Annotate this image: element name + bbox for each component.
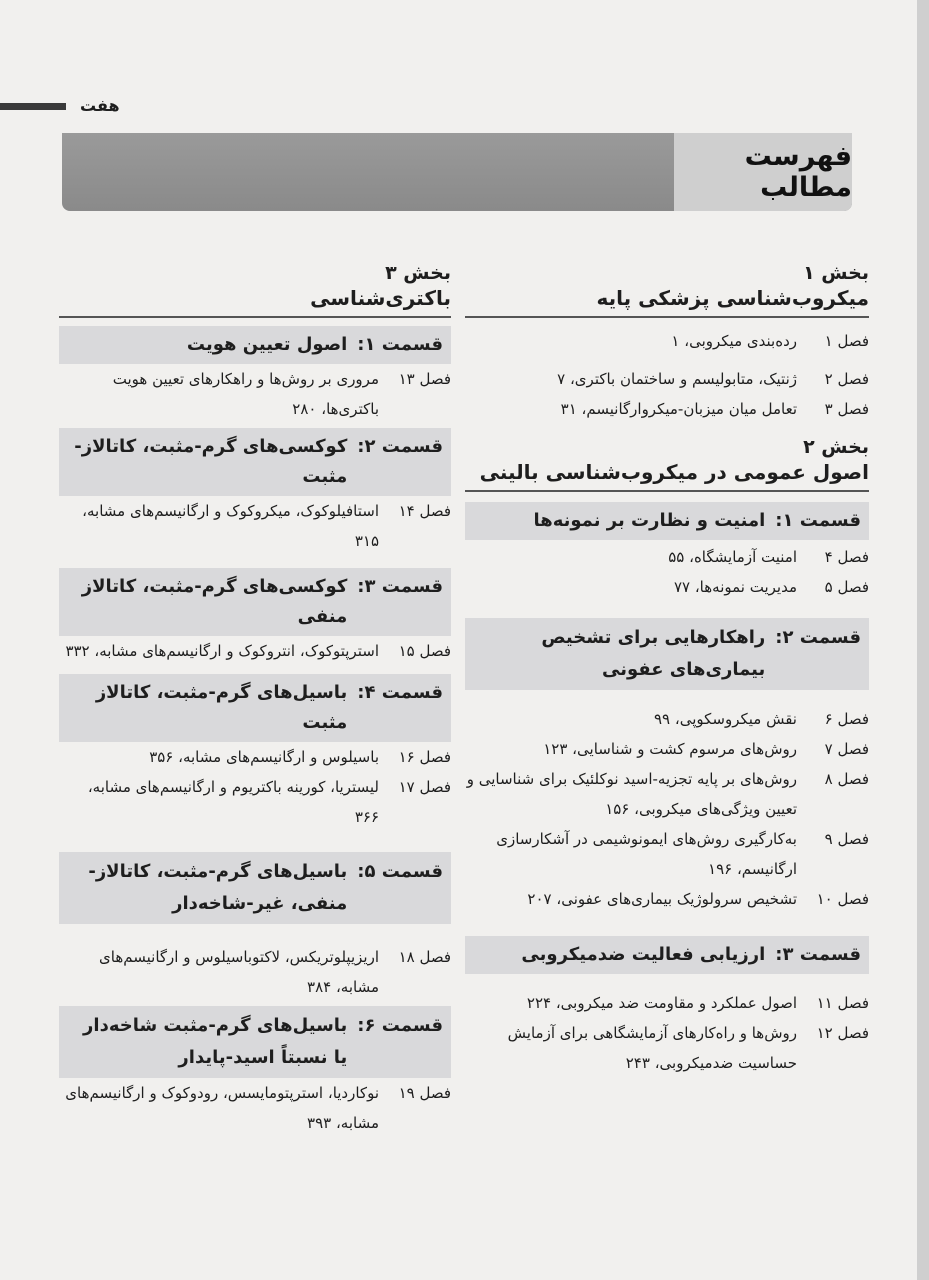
chapter-number: فصل ۱۵ — [398, 642, 451, 660]
chapter-title: نقش میکروسکوپی، ۹۹ — [653, 710, 797, 728]
chapter-title: روش‌های بر پایه تجزیه-اسید نوکلئیک برای شناسایی و تعیین ویژگی‌های میکروبی، ۱۵۶ — [466, 770, 797, 818]
chapter-number: فصل ۱۴ — [398, 502, 451, 520]
part-2-divider — [465, 490, 869, 492]
chapter-number: فصل ۱۸ — [398, 948, 451, 966]
section-title: راهکارهایی برای تشخیص بیماری‌های عفونی — [541, 627, 766, 680]
chapter-title: مدیریت نمونه‌ها، ۷۷ — [673, 578, 797, 596]
chapter-title: استرپتوکوک، انتروکوک و ارگانیسم‌های مشابه، ۳۳۲ — [65, 642, 379, 660]
section-number: قسمت ۲: — [357, 436, 443, 457]
section-title: کوکسی‌های گرم-مثبت، کاتالاز-مثبت — [74, 436, 348, 487]
toc-row — [59, 364, 451, 424]
part-1-divider — [465, 316, 869, 318]
part-2-label: بخش ۲ — [803, 436, 869, 458]
part-2-title: اصول عمومی در میکروب‌شناسی بالینی — [479, 460, 869, 484]
left-column — [59, 262, 451, 1138]
section-header — [465, 502, 869, 540]
chapter-number: فصل ۵ — [824, 578, 869, 596]
part-1-label: بخش ۱ — [803, 262, 869, 284]
toc-row — [465, 734, 869, 764]
section-title: اصول تعیین هویت — [186, 334, 348, 355]
header-rule — [0, 103, 66, 110]
toc-row — [465, 884, 869, 914]
page-number-label: هفت — [80, 96, 120, 115]
section-number: قسمت ۴: — [357, 682, 443, 703]
chapter-number: فصل ۱۶ — [398, 748, 451, 766]
chapter-number: فصل ۱۰ — [816, 890, 869, 908]
chapter-number: فصل ۱۲ — [816, 1024, 869, 1042]
section-title: امنیت و نظارت بر نمونه‌ها — [533, 510, 766, 531]
chapter-title: تشخیص سرولوژیک بیماری‌های عفونی، ۲۰۷ — [527, 890, 797, 908]
toc-row — [465, 364, 869, 394]
toc-row — [465, 326, 869, 356]
title-banner — [62, 133, 852, 211]
section-title: کوکسی‌های گرم-مثبت، کاتالاز منفی — [81, 576, 348, 627]
chapter-number: فصل ۶ — [824, 710, 869, 728]
part-3-divider — [59, 316, 451, 318]
toc-row — [465, 824, 869, 884]
chapter-title: نوکاردیا، استرپتومایسس، رودوکوک و ارگانیسم‌های مشابه، ۳۹۳ — [65, 1084, 379, 1132]
page-title: فهرست مطالب — [674, 133, 852, 211]
toc-row — [59, 636, 451, 666]
chapter-number: فصل ۳ — [824, 400, 869, 418]
chapter-title: مروری بر روش‌ها و راهکارهای تعیین هویت باکتری‌ها، ۲۸۰ — [112, 370, 379, 418]
chapter-title: اریزیپلوتریکس، لاکتوباسیلوس و ارگانیسم‌های مشابه، ۳۸۴ — [99, 948, 379, 996]
section-title: باسیل‌های گرم-مثبت، کاتالاز مثبت — [95, 682, 348, 733]
chapter-title: به‌کارگیری روش‌های ایمونوشیمی در آشکارسازی ارگانیسم، ۱۹۶ — [496, 830, 797, 878]
chapter-number: فصل ۱۹ — [398, 1084, 451, 1102]
section-header — [465, 618, 869, 690]
toc-row — [59, 942, 451, 1002]
chapter-number: فصل ۸ — [824, 770, 869, 788]
toc-row — [465, 1018, 869, 1078]
section-number: قسمت ۲: — [775, 627, 861, 648]
section-title: ارزیابی فعالیت ضدمیکروبی — [521, 944, 766, 965]
section-number: قسمت ۱: — [775, 510, 861, 531]
part-1-title: میکروب‌شناسی پزشکی پایه — [596, 286, 869, 310]
section-header — [465, 936, 869, 974]
chapter-title: روش‌های مرسوم کشت و شناسایی، ۱۲۳ — [543, 740, 797, 758]
toc-row — [59, 742, 451, 772]
chapter-number: فصل ۱ — [824, 332, 869, 350]
toc-row — [59, 496, 451, 556]
chapter-number: فصل ۱۱ — [816, 994, 869, 1012]
section-header — [59, 428, 451, 496]
chapter-number: فصل ۱۳ — [398, 370, 451, 388]
chapter-number: فصل ۲ — [824, 370, 869, 388]
section-title: باسیل‌های گرم-مثبت، کاتالاز-منفی، غیر-شاخه‌دار — [88, 861, 348, 914]
part-3-title: باکتری‌شناسی — [310, 286, 451, 310]
page-edge — [917, 0, 929, 1280]
toc-row — [465, 764, 869, 824]
section-number: قسمت ۳: — [357, 576, 443, 597]
toc-row — [465, 988, 869, 1018]
chapter-title: اصول عملکرد و مقاومت ضد میکروبی، ۲۲۴ — [526, 994, 797, 1012]
section-number: قسمت ۳: — [775, 944, 861, 965]
chapter-title: لیستریا، کورینه باکتریوم و ارگانیسم‌های مشابه، ۳۶۶ — [87, 778, 379, 826]
chapter-number: فصل ۴ — [824, 548, 869, 566]
chapter-title: تعامل میان میزبان-میکروارگانیسم، ۳۱ — [560, 400, 797, 418]
section-header — [59, 326, 451, 364]
part-3-label: بخش ۳ — [385, 262, 451, 284]
right-column — [465, 262, 869, 1078]
chapter-title: استافیلوکوک، میکروکوک و ارگانیسم‌های مشابه، ۳۱۵ — [82, 502, 379, 550]
chapter-number: فصل ۹ — [824, 830, 869, 848]
section-header — [59, 674, 451, 742]
toc-row — [59, 1078, 451, 1138]
toc-row — [465, 394, 869, 424]
chapter-title: باسیلوس و ارگانیسم‌های مشابه، ۳۵۶ — [149, 748, 379, 766]
section-title: باسیل‌های گرم-مثبت شاخه‌دار یا نسبتاً اسید-پایدار — [83, 1015, 348, 1068]
section-number: قسمت ۱: — [357, 334, 443, 355]
section-header — [59, 852, 451, 924]
section-header — [59, 1006, 451, 1078]
chapter-title: امنیت آزمایشگاه، ۵۵ — [668, 548, 797, 566]
section-header — [59, 568, 451, 636]
chapter-number: فصل ۷ — [824, 740, 869, 758]
chapter-number: فصل ۱۷ — [398, 778, 451, 796]
toc-row — [59, 772, 451, 832]
chapter-title: ژنتیک، متابولیسم و ساختمان باکتری، ۷ — [557, 370, 797, 388]
section-number: قسمت ۵: — [357, 861, 443, 882]
section-number: قسمت ۶: — [357, 1015, 443, 1036]
toc-row — [465, 704, 869, 734]
chapter-title: روش‌ها و راه‌کارهای آزمایشگاهی برای آزمایش حساسیت ضدمیکروبی، ۲۴۳ — [507, 1024, 797, 1072]
toc-row — [465, 542, 869, 572]
toc-row — [465, 572, 869, 602]
chapter-title: رده‌بندی میکروبی، ۱ — [671, 332, 797, 350]
